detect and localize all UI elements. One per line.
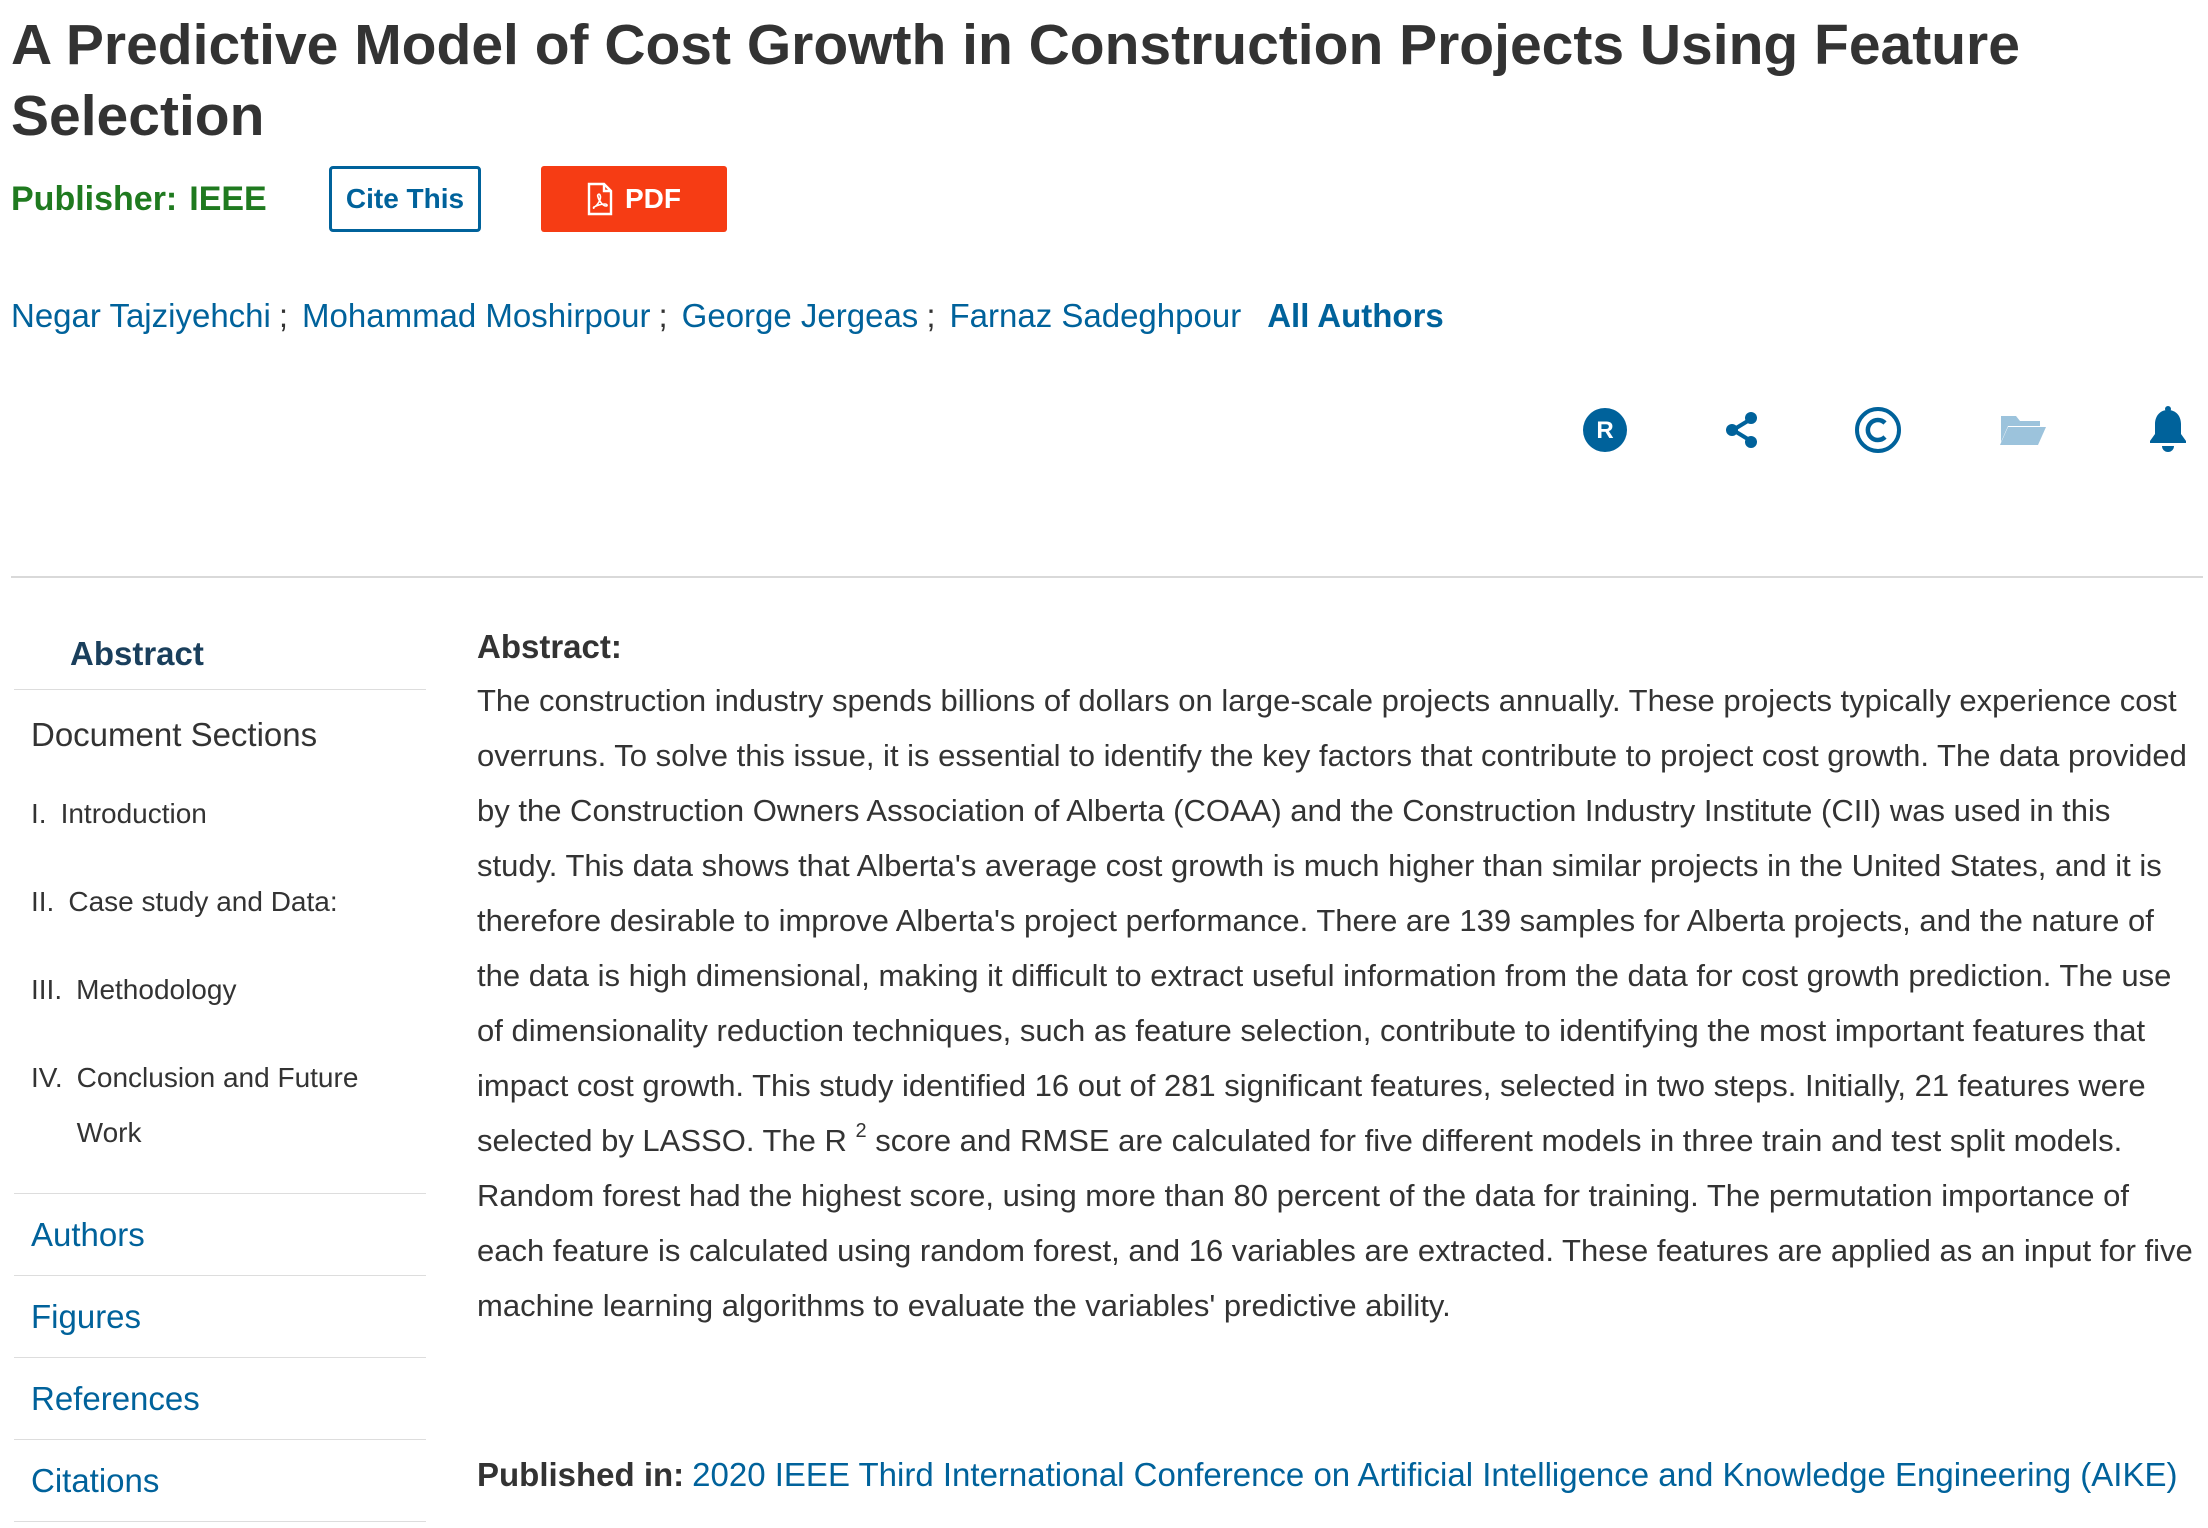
section-link-case-study[interactable] bbox=[31, 874, 426, 929]
publisher-name: IEEE bbox=[189, 179, 267, 218]
sidebar-item-citations[interactable]: Citations bbox=[14, 1439, 426, 1521]
author-link[interactable]: George Jergeas bbox=[681, 297, 919, 334]
author-link[interactable]: Mohammad Moshirpour bbox=[302, 297, 651, 334]
all-authors-link[interactable]: All Authors bbox=[1267, 297, 1444, 334]
section-number: III. bbox=[31, 974, 63, 1005]
abstract-text-part: score and RMSE are calculated for five different models in three train and test split models. Random forest had the highest score, using more than 80 percent of the data for training. The permutation importance of each feature is calculated using random forest, and 16 variables are extracted. These features are applied as an input for five machine learning algorithms to evaluate the variables' predictive ability. bbox=[477, 1123, 2193, 1323]
section-label: Case study and Data: bbox=[68, 886, 338, 917]
section-label: Introduction bbox=[60, 798, 207, 829]
sidebar-links bbox=[14, 1193, 426, 1522]
sidebar-item-abstract[interactable]: Abstract bbox=[14, 618, 426, 690]
section-label: Conclusion and Future Work bbox=[76, 1062, 359, 1148]
pdf-button-label: PDF bbox=[625, 183, 681, 214]
author-link[interactable]: Negar Tajziyehchi bbox=[11, 297, 271, 334]
author-separator: ; bbox=[926, 297, 936, 334]
author-list bbox=[11, 294, 1444, 338]
abstract-superscript: 2 bbox=[855, 1120, 867, 1142]
author-link[interactable]: Farnaz Sadeghpour bbox=[949, 297, 1242, 334]
bell-icon[interactable] bbox=[2138, 400, 2198, 460]
section-number: II. bbox=[31, 886, 55, 917]
publisher-label: Publisher: bbox=[11, 179, 178, 218]
pdf-button[interactable] bbox=[541, 166, 727, 232]
section-number: I. bbox=[31, 798, 47, 829]
pdf-file-icon bbox=[587, 182, 613, 216]
article-toolbar bbox=[0, 400, 2208, 460]
section-number: IV. bbox=[31, 1062, 63, 1093]
sidebar-item-authors[interactable]: Authors bbox=[14, 1193, 426, 1275]
published-in-venue-link[interactable]: 2020 IEEE Third International Conference on Artificial Intelligence and Knowledge Engineering (AIKE) bbox=[692, 1456, 2178, 1493]
article-title: A Predictive Model of Cost Growth in Construction Projects Using Feature Selection bbox=[11, 13, 2020, 148]
published-in bbox=[477, 1456, 2177, 1494]
sidebar-item-figures[interactable]: Figures bbox=[14, 1275, 426, 1357]
abstract-text bbox=[477, 673, 2193, 1333]
share-icon[interactable] bbox=[1712, 400, 1772, 460]
author-separator: ; bbox=[658, 297, 668, 334]
section-link-conclusion[interactable] bbox=[31, 1050, 426, 1160]
published-in-label: Published in: bbox=[477, 1456, 685, 1493]
rights-icon[interactable] bbox=[1575, 400, 1635, 460]
folder-icon[interactable] bbox=[1993, 400, 2053, 460]
publisher-info bbox=[11, 180, 329, 219]
section-link-methodology[interactable] bbox=[31, 962, 426, 1017]
abstract-section bbox=[477, 625, 2197, 1333]
section-label: Methodology bbox=[76, 974, 237, 1005]
author-separator: ; bbox=[278, 297, 289, 334]
document-sections-list bbox=[14, 786, 426, 1160]
copyright-icon[interactable] bbox=[1848, 400, 1908, 460]
sidebar-item-references[interactable]: References bbox=[14, 1357, 426, 1439]
svg-text:R: R bbox=[1596, 417, 1614, 444]
abstract-text-part: The construction industry spends billions of dollars on large-scale projects annually. These projects typically experience cost overruns. To solve this issue, it is essential to identify the key factors that contribute to project cost growth. The data provided by the Construction Owners Association of Alberta (COAA) and the Construction Industry Institute (CII) was used in this study. This data shows that Alberta's average cost growth is much higher than similar projects in the United States, and it is therefore desirable to improve Alberta's project performance. There are 139 samples for Alberta projects, and the nature of the data is high dimensional, making it difficult to extract useful information from the data for cost growth prediction. The use of dimensionality reduction techniques, such as feature selection, contribute to identifying the most important features that impact cost growth. This study identified 16 out of 281 significant features, selected in two steps. Initially, 21 features were selected by LASSO. The R bbox=[477, 683, 2187, 1158]
header-divider bbox=[11, 576, 2203, 578]
section-link-introduction[interactable] bbox=[31, 786, 426, 841]
cite-this-button[interactable]: Cite This bbox=[329, 166, 481, 232]
document-sidebar bbox=[14, 618, 426, 1522]
abstract-label: Abstract: bbox=[477, 628, 622, 665]
publisher-row bbox=[11, 166, 727, 232]
document-sections-heading: Document Sections bbox=[31, 716, 318, 753]
